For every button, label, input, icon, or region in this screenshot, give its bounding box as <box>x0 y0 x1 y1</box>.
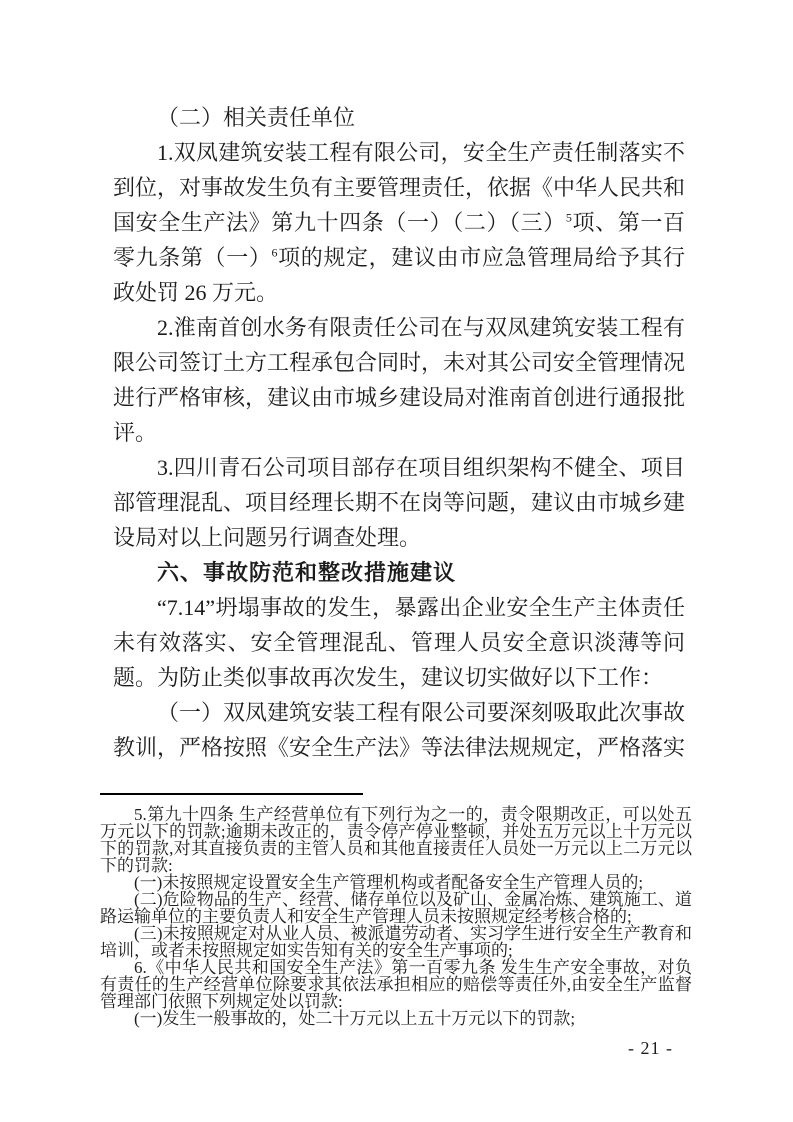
paragraph-sichuan-qingshi: 3.四川青石公司项目部存在项目组织架构不健全、项目部管理混乱、项目经理长期不在岗等问题，建议由市城乡建设局对以上问题另行调查处理。 <box>113 455 686 550</box>
footnote-5-intro: 5.第九十四条 生产经营单位有下列行为之一的，责令限期改正，可以处五万元以下的罚款;逾期未改正的，责令停产停业整顿，并处五万元以上十万元以下的罚款,对其直接负责的主管人员和其他直接责任人员处一万元以上二万元以下的罚款: <box>100 805 692 875</box>
footnote-separator-rule <box>100 793 363 795</box>
report-body <box>113 100 685 765</box>
footnote-ref-5: 5 <box>565 210 572 225</box>
footnote-5-item-2: (二)危险物品的生产、经营、储存单位以及矿山、金属冶炼、建筑施工、道路运输单位的主要负责人和安全生产管理人员未按照规定经考核合格的; <box>100 890 692 926</box>
paragraph-penalty-shuangfeng <box>113 135 685 310</box>
footnote-6-item-1: (一)发生一般事故的，处二十万元以上五十万元以下的罚款; <box>134 1009 576 1028</box>
footnote-5-item-3: (三)未按照规定对从业人员、被派遣劳动者、实习学生进行安全生产教育和培训，或者未按照规定如实告知有关的安全生产事项的; <box>100 924 692 960</box>
paragraph-penalty-shuangfeng-text-3: 项的规定，建议由市应急管理局给予其行政处罚 26 万元。 <box>113 245 685 305</box>
footnote-6-intro: 6.《中华人民共和国安全生产法》第一百零九条 发生生产安全事故，对负有责任的生产经营单位除要求其依法承担相应的赔偿等责任外,由安全生产监督管理部门依照下列规定处以罚款: <box>100 958 692 1011</box>
subheading-related-responsible-units: （二）相关责任单位 <box>157 105 356 130</box>
paragraph-recommendation-one: （一）双凤建筑安装工程有限公司要深刻吸取此次事故教训，严格按照《安全生产法》等法律法规规定，严格落实 <box>113 700 686 760</box>
paragraph-accident-lessons: “7.14”坍塌事故的发生，暴露出企业安全生产主体责任未有效落实、安全管理混乱、管理人员安全意识淡薄等问题。为防止类似事故再次发生，建议切实做好以下工作： <box>113 595 685 690</box>
footnote-5-item-1: (一)未按照规定设置安全生产管理机构或者配备安全生产管理人员的; <box>134 873 644 892</box>
page-number: - 21 - <box>628 1038 673 1058</box>
section-heading-prevention-measures: 六、事故防范和整改措施建议 <box>157 560 457 585</box>
paragraph-penalty-shuangfeng-text-2: 项、第一百零九条第（一） <box>113 210 685 270</box>
paragraph-penalty-shuangfeng-text-1: 1.双凤建筑安装工程有限公司，安全生产责任制落实不到位，对事故发生负有主要管理责任，依据《中华人民共和国安全生产法》第九十四条（一）（二）（三） <box>113 140 686 235</box>
paragraph-huainan-shouchuang: 2.淮南首创水务有限责任公司在与双凤建筑安装工程有限公司签订土方工程承包合同时，未对其公司安全管理情况进行严格审核，建议由市城乡建设局对淮南首创进行通报批评。 <box>113 315 686 445</box>
footnote-ref-6: 6 <box>271 245 278 260</box>
footnotes <box>100 806 692 1027</box>
